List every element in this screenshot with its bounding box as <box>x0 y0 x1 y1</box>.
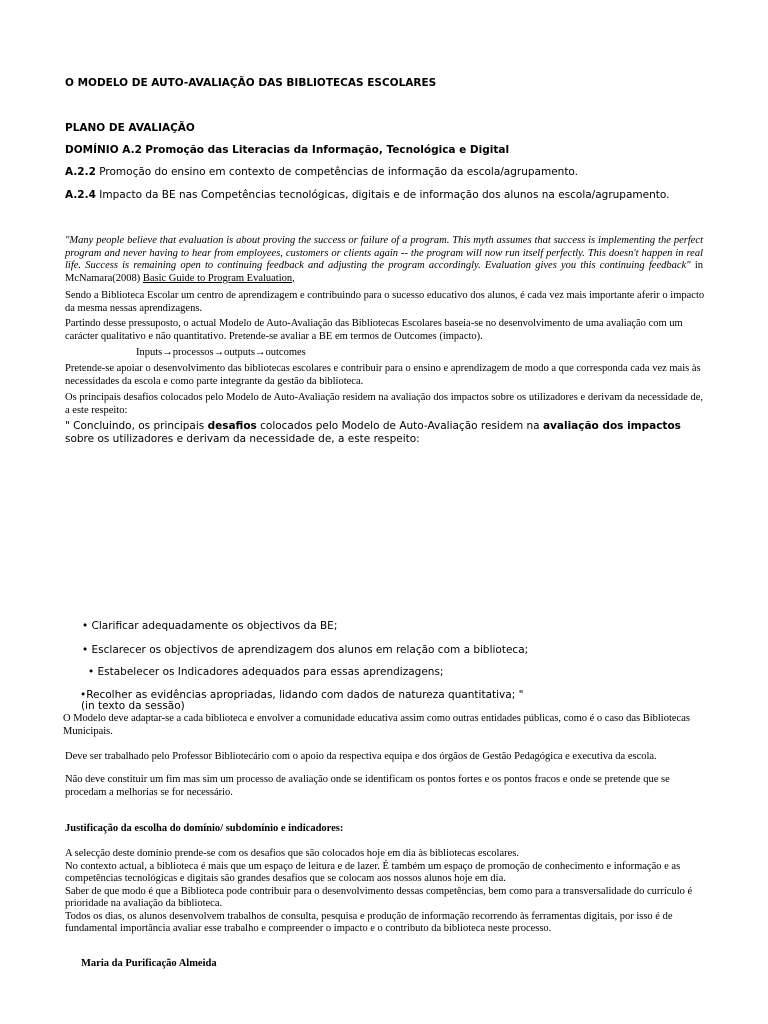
paragraph-7: Deve ser trabalhado pelo Professor Bibliotecário com o apoio da respectiva equipa e dos órgãos de Gestão Pedagógica e executiva da escola. <box>65 751 657 762</box>
session-note: (in texto da sessão) <box>81 700 185 712</box>
bullet-3: • Estabelecer os Indicadores adequados para essas aprendizagens; <box>88 666 444 678</box>
paragraph-1: Sendo a Biblioteca Escolar um centro de aprendizagem e contribuindo para o sucesso educativo dos alunos, é cada vez mais importante aferir o impacto da mesma nessas aprendizagens. <box>65 290 705 314</box>
domain-label: DOMÍNIO A.2 <box>65 144 142 156</box>
main-title: O MODELO DE AUTO-AVALIAÇÃO DAS BIBLIOTECAS ESCOLARES <box>65 77 437 89</box>
paragraph-5 <box>65 420 707 445</box>
a24-text: Impacto da BE nas Competências tecnológicas, digitais e de informação dos alunos na escola/agrupamento. <box>99 189 670 201</box>
justification-line-4: Todos os dias, os alunos desenvolvem trabalhos de consulta, pesquisa e produção de informação recorrendo às ferramentas digitais, por isso é de fundamental importância avaliar esse trabalho e compreender o impacto e o contributo da biblioteca neste processo. <box>65 910 673 934</box>
p5-emphasis-desafios: desafios <box>207 420 257 432</box>
p5-part-e: sobre os utilizadores e derivam da necessidade de, a este respeito: <box>65 432 420 445</box>
domain-text: Promoção das Literacias da Informação, Tecnológica e Digital <box>145 144 510 156</box>
plan-title: PLANO DE AVALIAÇÃO <box>65 122 195 134</box>
indicator-a24 <box>65 189 705 202</box>
quote-text: "Many people believe that evaluation is about proving the success or failure of a program. This myth assumes that success is implementing the perfect program and never having to hear from employees, customers or clients again -- the program will now run itself perfectly. This doesn't happen in real life. Success is remaining open to continuing feedback and adjusting the program accordingly. Evaluation gives you this continuing feedback" <box>65 235 703 271</box>
a22-code: A.2.2 <box>65 166 96 178</box>
p5-part-a: " Concluindo, os principais <box>65 420 208 432</box>
justification-line-2: No contexto actual, a biblioteca é mais que um espaço de leitura e de lazer. É também um espaço de promoção de conhecimento e informação e as competências tecnológicas e digitais são grandes desafios que se colocam aos nossos alunos hoje em dia. <box>65 860 681 884</box>
quote-block <box>65 235 703 285</box>
flow-line: Inputs→processos→outputs→outcomes <box>136 347 306 358</box>
quote-source-link[interactable]: Basic Guide to Program Evaluation, <box>142 272 295 284</box>
paragraph-8: Não deve constituir um fim mas sim um processo de avaliação onde se identificam os pontos fortes e os pontos fracos e onde se pretende que se procedam a melhorias se for necessário. <box>65 774 670 798</box>
bullet-2: • Esclarecer os objectivos de aprendizagem dos alunos em relação com a biblioteca; <box>82 644 529 656</box>
a24-code: A.2.4 <box>65 189 96 201</box>
a22-text: Promoção do ensino em contexto de competências de informação da escola/agrupamento. <box>99 166 579 178</box>
p5-part-c: colocados pelo Modelo de Auto-Avaliação residem na <box>256 420 543 432</box>
paragraph-4: Os principais desafios colocados pelo Modelo de Auto-Avaliação residem na avaliação dos impactos sobre os utilizadores e derivam da necessidade de, a este respeito: <box>65 392 703 416</box>
paragraph-2: Partindo desse pressuposto, o actual Modelo de Auto-Avaliação das Bibliotecas Escolares baseia-se no desenvolvimento de uma avaliação com um carácter qualitativo e não quantitativo. Pretende-se avaliar a BE em termos de Outcomes (impacto). <box>65 318 683 342</box>
bullet-1: • Clarificar adequadamente os objectivos da BE; <box>82 620 338 632</box>
indicator-a22 <box>65 166 705 179</box>
justification-title: Justificação da escolha do domínio/ subdomínio e indicadores: <box>65 823 344 834</box>
paragraph-6: O Modelo deve adaptar-se a cada biblioteca e envolver a comunidade educativa assim como outras entidades públicas, como é o caso das Bibliotecas Municipais. <box>63 713 690 737</box>
justification-line-3: Saber de que modo é que a Biblioteca pode contribuir para o desenvolvimento dessas competências, bem como para a transversalidade do currículo é prioridade na avaliação da biblioteca. <box>65 885 693 909</box>
author-name: Maria da Purificação Almeida <box>81 958 217 969</box>
domain-heading <box>65 144 705 157</box>
paragraph-3: Pretende-se apoiar o desenvolvimento das bibliotecas escolares e contribuir para o ensino e aprendizagem de modo a que corresponda cada vez mais às necessidades da escola e como parte integrante da gestão da biblioteca. <box>65 363 701 387</box>
justification-line-1: A selecção deste domínio prende-se com os desafios que são colocados hoje em dia às bibliotecas escolares. <box>65 848 519 859</box>
justification-body <box>65 848 707 936</box>
p5-emphasis-impactos: avaliação dos impactos <box>542 420 681 432</box>
bullet-4: •Recolher as evidências apropriadas, lidando com dados de natureza quantitativa; " <box>80 689 524 701</box>
quote-cite: in McNamara(2008) <box>65 260 704 284</box>
